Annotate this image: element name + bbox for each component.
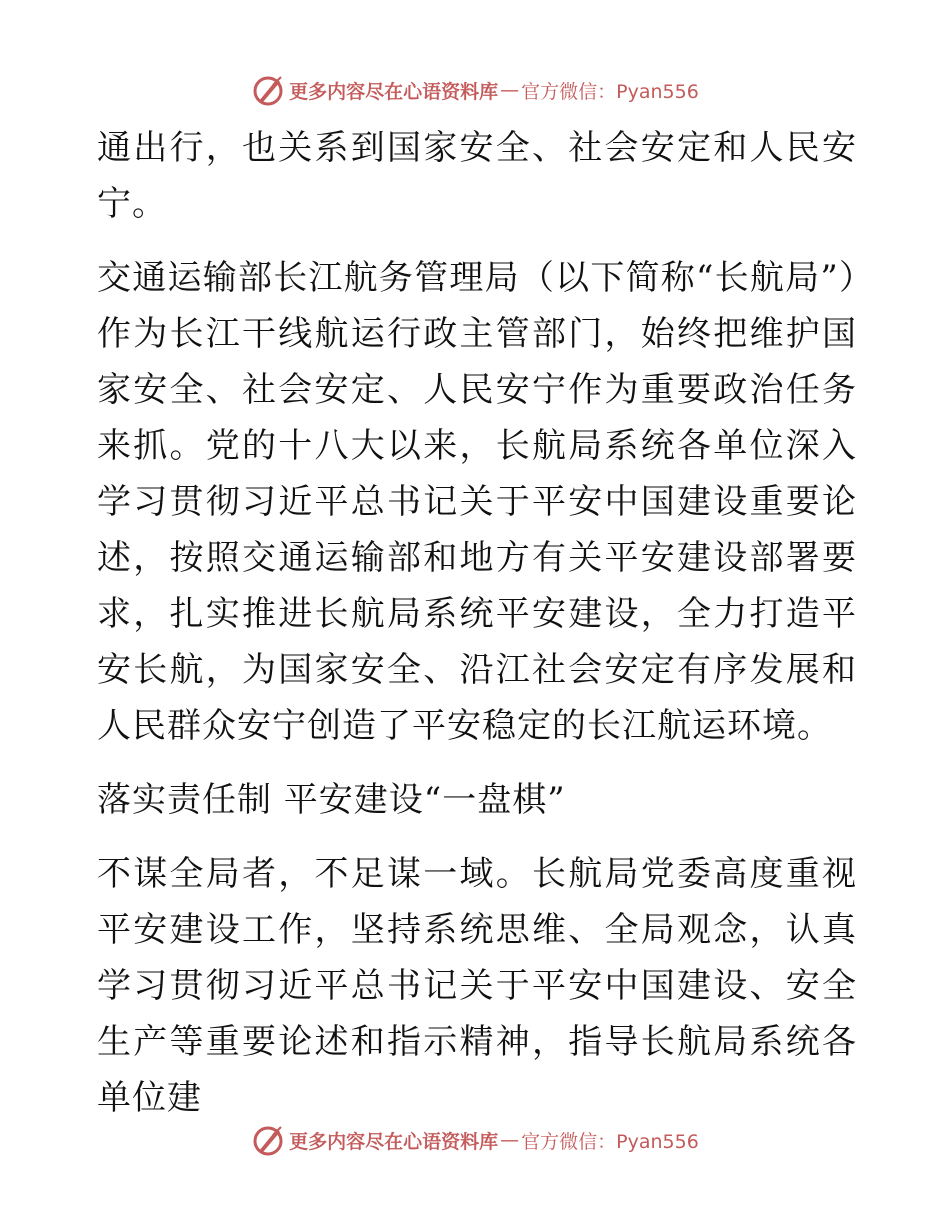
header-watermark (0, 70, 950, 110)
section-heading: 落实责任制 平安建设“一盘棋” (97, 780, 566, 820)
watermark-wechat-text: 官方微信：Pyan556 (521, 80, 699, 103)
watermark-dash: — (500, 79, 520, 101)
feather-pen-logo-icon (251, 73, 285, 107)
footer-watermark (0, 1120, 950, 1160)
watermark-brand-text: 更多内容尽在心语资料库 (289, 1130, 499, 1153)
watermark-brand-text: 更多内容尽在心语资料库 (289, 80, 499, 103)
document-body (97, 120, 857, 1144)
paragraph-2: 交通运输部长江航务管理局（以下简称“长航局”）作为长江干线航运行政主管部门，始终把维护国家安全、社会安定、人民安宁作为重要政治任务来抓。党的十八大以来，长航局系统各单位深入学习贯彻习近平总书记关于平安中国建设重要论述，按照交通运输部和地方有关平安建设部署要求，扎实推进长航局系统平安建设，全力打造平安长航，为国家安全、沿江社会安定有序发展和人民群众安宁创造了平安稳定的长江航运环境。 (97, 258, 857, 746)
watermark-dash: — (500, 1129, 520, 1151)
paragraph-3: 不谋全局者，不足谋一域。长航局党委高度重视平安建设工作，坚持系统思维、全局观念，认真学习贯彻习近平总书记关于平安中国建设、安全生产等重要论述和指示精神，指导长航局系统各单位建 (97, 854, 857, 1118)
feather-pen-logo-icon (251, 1123, 285, 1157)
watermark-wechat-text: 官方微信：Pyan556 (521, 1130, 699, 1153)
paragraph-1: 通出行，也关系到国家安全、社会安定和人民安宁。 (97, 128, 857, 224)
